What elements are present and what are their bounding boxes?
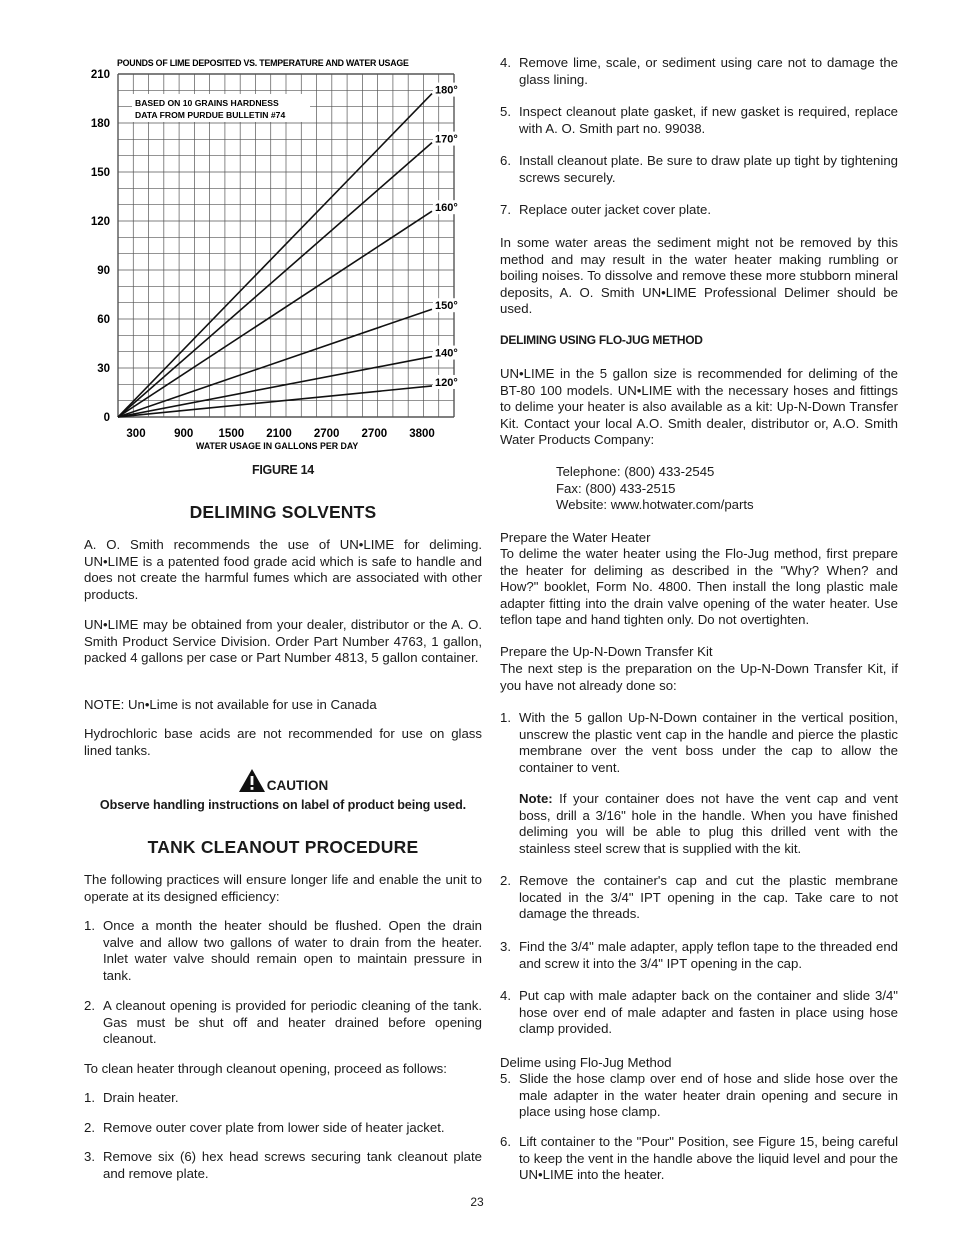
canada-note: NOTE: Un•Lime is not available for use in Canada xyxy=(84,697,377,712)
list-item: 6. Lift container to the "Pour" Position, see Figure 15, being careful to keep the vent in the handle above the liquid level and pour the UN•LIME into the heater. xyxy=(500,1134,898,1183)
y-tick-label: 120 xyxy=(90,216,110,228)
series-label: 160° xyxy=(435,202,458,215)
list-item: 6. Install cleanout plate. Be sure to draw plate up tight by tightening screws securely. xyxy=(500,153,898,185)
x-tick-label: 3800 xyxy=(409,428,435,440)
list-item: 5. Slide the hose clamp over end of hose and slide hose over the male adapter in the water heater drain opening and secure in place using hose clamp. xyxy=(500,1071,898,1120)
unlime-kit-paragraph: UN•LIME in the 5 gallon size is recommended for deliming of the BT-80 100 models. UN•LIME with the necessary hoses and fittings to delime your heater is also available as a kit: Up-N-Down Transfer Kit. Contact your local A.O. Smith dealer, distributor or, A.O. Smith Water Products Company: xyxy=(500,366,898,448)
y-tick-label: 180 xyxy=(90,118,110,130)
note-label: Note: xyxy=(519,791,553,806)
y-axis-ticks xyxy=(91,69,110,424)
delime-title: Delime using Flo-Jug Method xyxy=(500,1055,672,1070)
note-paragraph xyxy=(519,791,898,857)
list-item: 2. A cleanout opening is provided for periodic cleaning of the tank. Gas must be shut off and heater drained before opening cleanout. xyxy=(84,998,482,1047)
y-tick-label: 90 xyxy=(97,265,110,277)
cleanout-intro: The following practices will ensure longer life and enable the unit to operate at its designed efficiency: xyxy=(84,872,482,904)
prepare-kit-text: The next step is the preparation on the Up-N-Down Transfer Kit, if you have not already done so: xyxy=(500,661,898,693)
series-label: 170° xyxy=(435,133,458,146)
flo-jug-heading: DELIMING USING FLO-JUG METHOD xyxy=(500,333,703,347)
prepare-kit-title: Prepare the Up-N-Down Transfer Kit xyxy=(500,644,713,659)
list-item: 1. Once a month the heater should be flushed. Open the drain valve and allow two gallons of water to drain from the heater. Inlet water valve should remain open to maintain pressure in tank. xyxy=(84,918,482,983)
list-item: 4. Put cap with male adapter back on the container and slide 3/4" hose over end of male adapter and fasten in place using hose clamp provided. xyxy=(500,988,898,1037)
y-tick-label: 210 xyxy=(90,69,110,81)
list-item: 4. Remove lime, scale, or sediment using care not to damage the glass lining. xyxy=(500,55,898,87)
x-tick-label: 2700 xyxy=(313,428,340,440)
tank-cleanout-heading: TANK CLEANOUT PROCEDURE xyxy=(147,837,419,857)
deliming-solvents-heading: DELIMING SOLVENTS xyxy=(189,502,377,522)
list-item: 7. Replace outer jacket cover plate. xyxy=(500,202,712,217)
x-tick-label: 300 xyxy=(126,428,146,440)
figure-caption: FIGURE 14 xyxy=(252,463,314,477)
chart-series-labels xyxy=(433,83,465,389)
page-number: 23 xyxy=(470,1195,484,1209)
x-tick-label: 2100 xyxy=(266,428,292,440)
prepare-heater-title: Prepare the Water Heater xyxy=(500,530,651,545)
series-label: 150° xyxy=(435,300,458,313)
y-tick-label: 60 xyxy=(97,314,110,326)
series-label: 120° xyxy=(435,376,458,389)
list-item: 5. Inspect cleanout plate gasket, if new gasket is required, replace with A. O. Smith part no. 99038. xyxy=(500,104,898,136)
caution-label: CAUTION xyxy=(266,778,329,793)
hydrochloric-paragraph: Hydrochloric base acids are not recommended for use on glass lined tanks. xyxy=(84,726,482,758)
x-tick-label: 2700 xyxy=(361,428,388,440)
x-axis-ticks xyxy=(126,428,434,440)
x-tick-label: 900 xyxy=(174,428,194,440)
deliming-paragraph-1: A. O. Smith recommends the use of UN•LIME for deliming. UN•LIME is a patented food grade acid which is safe to handle and does not create the harmful fumes which are associated with other products. xyxy=(84,537,482,602)
contact-website: Website: www.hotwater.com/parts xyxy=(556,497,754,512)
series-line xyxy=(118,94,432,417)
y-tick-label: 0 xyxy=(103,412,110,424)
y-tick-label: 150 xyxy=(90,167,110,179)
list-item: 1. With the 5 gallon Up-N-Down container in the vertical position, unscrew the plastic vent cap in the handle and pierce the plastic membrane over the vent boss under the cap to allow the container to vent. xyxy=(500,710,898,775)
series-label: 140° xyxy=(435,347,458,360)
series-label: 180° xyxy=(435,84,458,97)
list-item: 2. Remove outer cover plate from lower side of heater jacket. xyxy=(84,1120,445,1135)
chart-title: POUNDS OF LIME DEPOSITED VS. TEMPERATURE AND WATER USAGE xyxy=(117,58,409,68)
caution-block xyxy=(84,768,482,794)
series-line xyxy=(118,143,432,417)
caution-text: Observe handling instructions on label of product being used. xyxy=(99,798,467,812)
note-text: If your container does not have the vent cap and vent boss, drill a 3/16" hole in the handle. When you have finished deliming you will be able to plug this drilled vent with the stainless steel screw that is supplied with the kit. xyxy=(519,791,898,856)
contact-phone: Telephone: (800) 433-2545 xyxy=(556,464,715,479)
warning-triangle-icon xyxy=(238,768,266,793)
cleanout-steps-intro: To clean heater through cleanout opening, proceed as follows: xyxy=(84,1061,447,1076)
list-item: 3. Remove six (6) hex head screws securing tank cleanout plate and remove plate. xyxy=(84,1149,482,1181)
lime-deposit-chart xyxy=(84,52,474,457)
list-item: 2. Remove the container's cap and cut the plastic membrane located in the 3/4" IPT opening in the cap. Take care to not damage the threads. xyxy=(500,873,898,922)
chart-annotation-2: DATA FROM PURDUE BULLETIN #74 xyxy=(135,110,286,120)
list-item: 3. Find the 3/4" male adapter, apply teflon tape to the threaded end and screw it into the 3/4" IPT opening in the cap. xyxy=(500,939,898,971)
chart-annotation-1: BASED ON 10 GRAINS HARDNESS xyxy=(135,98,279,108)
sediment-paragraph: In some water areas the sediment might not be removed by this method and may result in the water heater making rumbling or boiling noises. To dissolve and remove these more stubborn mineral deposits, A. O. Smith UN•LIME Professional Delimer should be used. xyxy=(500,235,898,317)
prepare-heater-text: To delime the water heater using the Flo-Jug method, first prepare the heater for deliming as described in the "Why? When? and How?" booklet, Form No. 4800. Then install the long plastic male adapter fitting into the drain valve opening of the water heater. Use teflon tape and hand tighten only. Do not overtighten. xyxy=(500,546,898,628)
y-tick-label: 30 xyxy=(97,363,110,375)
contact-fax: Fax: (800) 433-2515 xyxy=(556,481,676,496)
x-tick-label: 1500 xyxy=(218,428,245,440)
list-item: 1. Drain heater. xyxy=(84,1090,179,1105)
x-axis-label: WATER USAGE IN GALLONS PER DAY xyxy=(196,441,359,451)
chart-series-lines xyxy=(118,94,432,417)
deliming-paragraph-2: UN•LIME may be obtained from your dealer, distributor or the A. O. Smith Product Service Division. Order Part Number 4763, 1 gallon, packed 4 gallons per case or Part Number 4813, 5 gallon container. xyxy=(84,617,482,666)
